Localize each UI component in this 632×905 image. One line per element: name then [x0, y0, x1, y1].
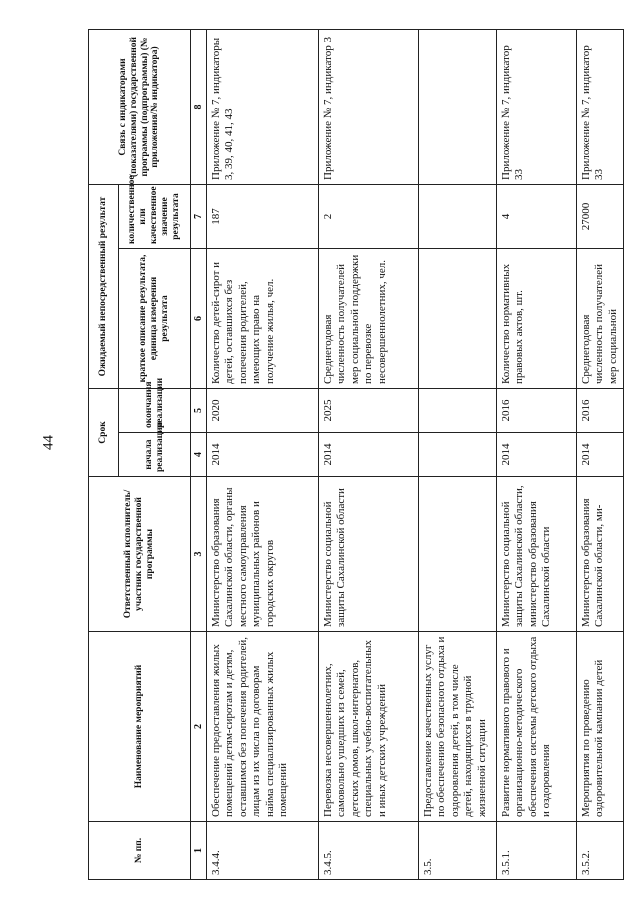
- row-end: 2016: [577, 389, 624, 433]
- col-number: 4: [191, 433, 207, 477]
- row-resp: Министерство социальной защиты Сахалинской области: [319, 477, 419, 632]
- table-row: [577, 30, 624, 880]
- row-desc: [419, 249, 497, 389]
- row-link: Приложение № 7, индикатор 3: [319, 30, 419, 185]
- header-name: Наименование мероприятий: [89, 632, 191, 822]
- row-resp: Министерство социальной защиты Сахалинской области, министерство образования Сахалинской области: [497, 477, 577, 632]
- row-end: 2025: [319, 389, 419, 433]
- row-name: Развитие нормативного правового и организационно-методического обеспечения системы детского отдыха и оздоровления: [497, 632, 577, 822]
- row-desc: Среднегодовая численность получателей мер социальной: [577, 249, 624, 389]
- measures-table: [88, 29, 624, 880]
- row-start: 2014: [497, 433, 577, 477]
- row-desc: Количество детей-сирот и детей, оставшихся без попечения родителей, имеющих право на получение жилья, чел.: [207, 249, 319, 389]
- row-link: Приложение № 7, индикаторы 3, 39, 40, 41, 43: [207, 30, 319, 185]
- row-desc: Количество нормативных правовых актов, шт.: [497, 249, 577, 389]
- row-end: 2016: [497, 389, 577, 433]
- row-no: 3.4.5.: [319, 822, 419, 880]
- row-resp: Министерство образования Сахалинской области, ми-: [577, 477, 624, 632]
- table-row: [207, 30, 319, 880]
- row-no: 3.4.4.: [207, 822, 319, 880]
- table-row: [319, 30, 419, 880]
- row-start: 2014: [319, 433, 419, 477]
- row-desc: Среднегодовая численность получателей мер социальной поддержки по перевозке несовершеннолетних, чел.: [319, 249, 419, 389]
- row-name: Предоставление качественных услуг по обеспечению безопасного отдыха и оздоровления детей, в том числе детей, находящихся в трудной жизненной ситуации: [419, 632, 497, 822]
- row-name: Мероприятия по проведению оздоровительной кампании детей: [577, 632, 624, 822]
- header-start: начала реализации: [119, 433, 191, 477]
- row-link: [419, 30, 497, 185]
- header-desc: краткое описание результата, единица измерения результата: [119, 249, 191, 389]
- table-row: [419, 30, 497, 880]
- col-number: 3: [191, 477, 207, 632]
- row-start: 2014: [207, 433, 319, 477]
- row-end: 2020: [207, 389, 319, 433]
- row-link: Приложение № 7, индикатор 33: [577, 30, 624, 185]
- row-link: Приложение № 7, индикатор 33: [497, 30, 577, 185]
- col-number: 1: [191, 822, 207, 880]
- row-start: 2014: [577, 433, 624, 477]
- row-name: Перевозка несовершеннолетних, самовольно ушедших из семей, детских домов, школ-интернатов, специальных учебно-воспитательных и иных детских учреждений: [319, 632, 419, 822]
- table-row: [497, 30, 577, 880]
- col-number: 2: [191, 632, 207, 822]
- row-no: 3.5.2.: [577, 822, 624, 880]
- row-no: 3.5.1.: [497, 822, 577, 880]
- header-link: Связь с индикаторами (показателями) государственной программы (подпрограммы) (№ приложения/№ индикатора): [89, 30, 191, 185]
- row-resp: [419, 477, 497, 632]
- column-number-row: [191, 30, 207, 880]
- row-name: Обеспечение предоставления жилых помещений детям-сиротам и детям, оставшимся без попечения родителей, лицам из их числа по договорам найма специализированных жилых помещений: [207, 632, 319, 822]
- page-number: 44: [40, 435, 57, 450]
- row-qty: 187: [207, 185, 319, 249]
- col-number: 7: [191, 185, 207, 249]
- col-number: 8: [191, 30, 207, 185]
- header-end: окончания реализации: [119, 389, 191, 433]
- col-number: 6: [191, 249, 207, 389]
- row-no: 3.5.: [419, 822, 497, 880]
- row-end: [419, 389, 497, 433]
- header-qty: количественное или качественное значение результата: [119, 185, 191, 249]
- row-qty: 4: [497, 185, 577, 249]
- col-number: 5: [191, 389, 207, 433]
- rotated-table-container: [88, 30, 619, 880]
- row-start: [419, 433, 497, 477]
- row-qty: [419, 185, 497, 249]
- header-result: Ожидаемый непосредственный результат: [89, 185, 119, 389]
- row-resp: Министерство образования Сахалинской области, органы местного самоуправления муниципальных районов и городских округов: [207, 477, 319, 632]
- header-term: Срок: [89, 389, 119, 477]
- row-qty: 2: [319, 185, 419, 249]
- header-no: № пп.: [89, 822, 191, 880]
- row-qty: 27000: [577, 185, 624, 249]
- header-resp: Ответственный исполнитель/участник государственной программы: [89, 477, 191, 632]
